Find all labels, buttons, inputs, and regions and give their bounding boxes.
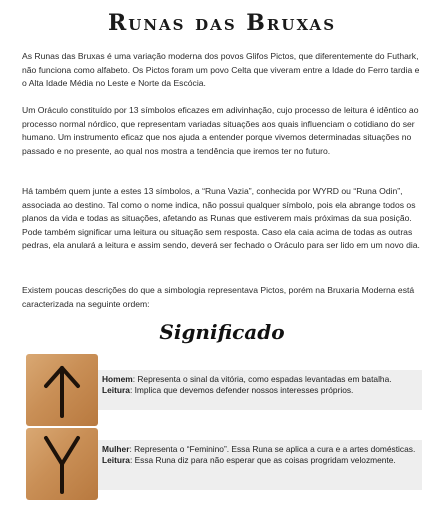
paragraph-symbolism: Existem poucas descrições do que a simbologia representava Pictos, porém na Bruxaria Moderna está caracterizada na seguinte ordem: — [22, 285, 415, 309]
paragraph-empty-rune: Há também quem junte a estes 13 símbolos, a “Runa Vazia”, conhecida por WYRD ou “Runa Odin”, associada ao destino. Tal como o nome indica, não possui qualquer símbolo, pois ela abrange todos os planos da vida e todas as situações, afetando as Runas que estiverem mais próximas da sua posição. Pode também significar uma leitura ou situação sem resposta. Caso ela caia acima de todas as outras pedras, ela anulará a leitura e assim sendo, deverá ser fechado o Oráculo para ser lido em um novo dia. — [22, 186, 420, 251]
rune-name-label: Homem — [102, 374, 133, 384]
rune-name-label: Mulher — [102, 444, 130, 454]
rune-reading-text: : Essa Runa diz para não esperar que as coisas progridam velozmente. — [129, 455, 396, 465]
rune-row-homem — [26, 354, 422, 426]
rune-reading-text: : Implica que devemos defender nossos interesses próprios. — [129, 385, 354, 395]
arrow-up-rune-icon — [26, 354, 98, 426]
rune-reading-label: Leitura — [102, 385, 130, 395]
rune-description-homem — [98, 370, 422, 410]
section-subtitle: Significado — [159, 320, 285, 344]
rune-name-text: : Representa o “Feminino”. Essa Runa se aplica a cura e a artes domésticas. — [129, 444, 416, 454]
rune-name-text: : Representa o sinal da vitória, como espadas levantadas em batalha. — [132, 374, 392, 384]
rune-description-mulher — [98, 440, 422, 490]
page-title: Runas das Bruxas — [107, 10, 337, 36]
rune-row-mulher — [26, 428, 422, 500]
rune-reading-label: Leitura — [102, 455, 130, 465]
paragraph-intro: As Runas das Bruxas é uma variação moderna dos povos Glifos Pictos, que diferentemente do Futhark, não funciona como alfabeto. Os Pictos foram um povo Celta que viveram entre a Idade do Ferro tardia e o Alta Idade Média no Leste e Norte da Escócia. — [22, 51, 420, 89]
rune-stone-mulher — [26, 428, 98, 500]
paragraph-oracle: Um Oráculo constituído por 13 símbolos eficazes em adivinhação, cujo processo de leitura é idêntico ao processo normal nórdico, que representam variadas situações aos quais influenciam o cotidiano do ser humano. Um instrumento eficaz que nos ajuda a entender porque vivemos determinadas situações no passado e no presente, ao qual nos mostra a tendência que iremos ter no futuro. — [22, 105, 419, 156]
rune-stone-homem — [26, 354, 98, 426]
y-rune-icon — [26, 428, 98, 500]
